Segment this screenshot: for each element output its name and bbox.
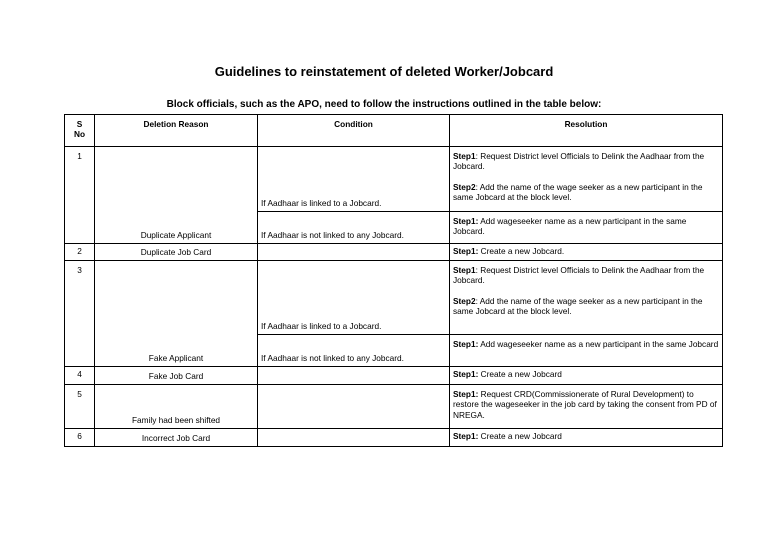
header-sno-line1: S [76, 119, 83, 129]
step-label: Step1 [453, 265, 476, 275]
table-header-row [65, 115, 723, 147]
row-condition [258, 429, 450, 447]
step-label: Step1: [453, 389, 479, 399]
step-label: Step1 [453, 151, 476, 161]
step-text: : Request District level Officials to Delink the Aadhaar from the Jobcard. [453, 265, 705, 286]
header-sno-line2: No [73, 129, 86, 140]
step-text: Create a new Jobcard. [478, 246, 565, 256]
row-deletion-reason: Incorrect Job Card [95, 429, 258, 447]
table-row [65, 429, 723, 447]
step-text: : Request District level Officials to Delink the Aadhaar from the Jobcard. [453, 151, 705, 172]
guidelines-table [64, 114, 723, 447]
step-label: Step2 [453, 295, 476, 306]
step-text: Create a new Jobcard [478, 431, 562, 441]
row-condition: If Aadhaar is linked to a Jobcard. [258, 147, 450, 212]
row-condition [258, 244, 450, 261]
row-resolution [450, 147, 723, 212]
step-label: Step1: [453, 431, 479, 441]
step-text: Add wageseeker name as a new participant in the same Jobcard. [453, 216, 687, 237]
resolution-step [453, 151, 719, 172]
step-text: Create a new Jobcard [478, 369, 562, 379]
row-sno: 2 [65, 244, 95, 261]
row-resolution [450, 244, 723, 261]
row-condition: If Aadhaar is not linked to any Jobcard. [258, 335, 450, 367]
row-condition: If Aadhaar is linked to a Jobcard. [258, 261, 450, 335]
row-condition [258, 367, 450, 385]
row-resolution [450, 261, 723, 335]
row-resolution [450, 429, 723, 447]
resolution-step [453, 182, 719, 203]
row-sno: 1 [65, 147, 95, 244]
step-text: : Add the name of the wage seeker as a new participant in the same Jobcard at the block level. [453, 181, 703, 203]
header-condition: Condition [258, 115, 450, 147]
row-resolution [450, 335, 723, 367]
step-label: Step1: [453, 246, 479, 256]
row-deletion-reason: Fake Applicant [95, 261, 258, 367]
step-label: Step2 [453, 181, 476, 192]
row-deletion-reason: Family had been shifted [95, 385, 258, 429]
table-row [65, 147, 723, 212]
resolution-step [453, 296, 719, 317]
step-text: : Add the name of the wage seeker as a new participant in the same Jobcard at the block level. [453, 295, 703, 317]
table-row [65, 261, 723, 335]
table-row [65, 385, 723, 429]
header-deletion-reason: Deletion Reason [95, 115, 258, 147]
row-sno: 4 [65, 367, 95, 385]
row-sno: 5 [65, 385, 95, 429]
row-resolution [450, 367, 723, 385]
row-deletion-reason: Fake Job Card [95, 367, 258, 385]
row-condition: If Aadhaar is not linked to any Jobcard. [258, 212, 450, 244]
resolution-step [453, 265, 719, 286]
row-resolution [450, 212, 723, 244]
page-title: Guidelines to reinstatement of deleted Worker/Jobcard [214, 64, 554, 79]
table-row [65, 367, 723, 385]
header-resolution: Resolution [450, 115, 723, 147]
page-subtitle: Block officials, such as the APO, need to follow the instructions outlined in the table below: [166, 99, 602, 110]
header-sno [65, 115, 95, 147]
step-text: Add wageseeker name as a new participant in the same Jobcard [478, 339, 719, 349]
row-deletion-reason: Duplicate Job Card [95, 244, 258, 261]
row-deletion-reason: Duplicate Applicant [95, 147, 258, 244]
table-row [65, 244, 723, 261]
row-sno: 6 [65, 429, 95, 447]
step-label: Step1: [453, 369, 479, 379]
step-text: Request CRD(Commissionerate of Rural Development) to restore the wageseeker in the job card by taking the consent from PD of NREGA. [453, 389, 717, 420]
row-condition [258, 385, 450, 429]
step-label: Step1: [453, 216, 479, 226]
row-resolution [450, 385, 723, 429]
step-label: Step1: [453, 339, 479, 349]
row-sno: 3 [65, 261, 95, 367]
